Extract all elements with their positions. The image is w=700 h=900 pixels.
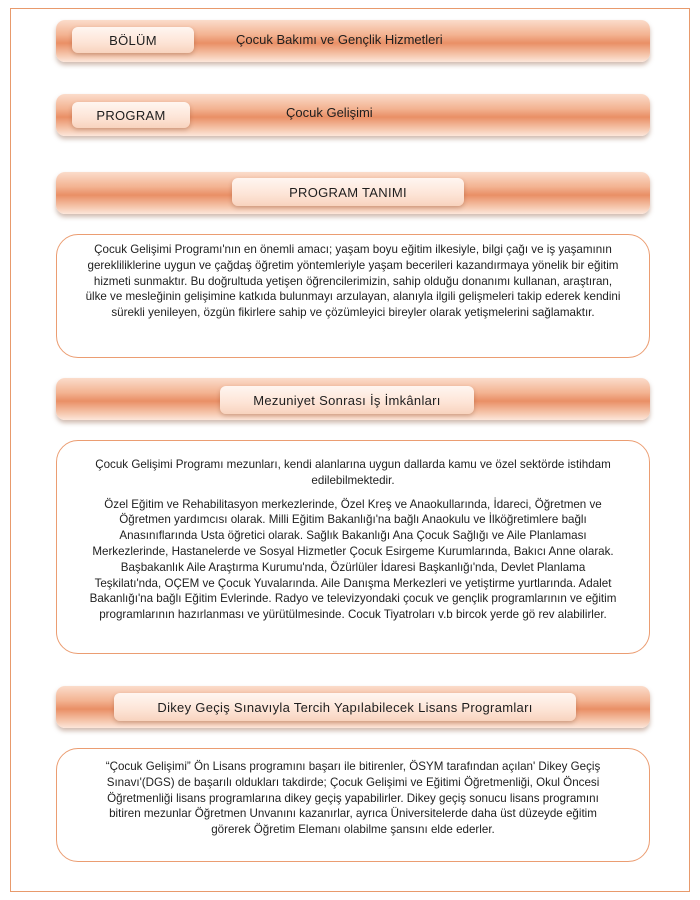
section-banner <box>56 20 650 62</box>
employment-box <box>56 440 650 654</box>
program-label: PROGRAM <box>72 102 190 128</box>
section-value: Çocuk Bakımı ve Gençlik Hizmetleri <box>236 32 443 47</box>
definition-banner <box>56 172 650 214</box>
employment-banner <box>56 378 650 420</box>
dgs-text: “Çocuk Gelişimi” Ön Lisans programını başarı ile bitirenler, ÖSYM tarafından açılan' Dikey Geçiş Sınavı'(DGS) de başarılı oldukları takdirde; Çocuk Gelişimi ve Eğitimi Öğretmenliği, Okul Öncesi Öğretmenliği lisans programlarına dikey geçiş yapabilirler. Dikey geçiş sonucu lisans programını bitiren mezunlar Öğretmen Unvanını kazanırlar, ayrıca Üniversitelerde daha üst düzeyde eğitim görerek Öğretim Elemanı olabilme şansını elde ederler. <box>105 760 601 837</box>
dgs-title: Dikey Geçiş Sınavıyla Tercih Yapılabilecek Lisans Programları <box>114 693 576 721</box>
employment-intro: Çocuk Gelişimi Programı mezunları, kendi alanlarına uygun dallarda kamu ve özel sektörde istihdam edilebilmektedir. <box>95 458 611 487</box>
section-label: BÖLÜM <box>72 27 194 53</box>
definition-title: PROGRAM TANIMI <box>232 178 464 206</box>
program-value: Çocuk Gelişimi <box>286 105 373 120</box>
employment-details: Özel Eğitim ve Rehabilitasyon merkezlerinde, Özel Kreş ve Anaokullarında, İdareci, Öğretmen ve Öğretmen yardımcısı olarak. Milli Eğitim Bakanlığı'na bağlı Anaokulu ve İlköğretimlere bağlı Anasınıflarında Usta öğretici olarak. Sağlık Bakanlığı Ana Çocuk Sağlığı ve Aile Planlaması Merkezlerinde, Hastanelerde ve Sosyal Hizmetler Çocuk Esirgeme Kurumlarında, Bakıcı Anne olarak. Başbakanlık Aile Araştırma Kurumu'nda, Özürlüler İdaresi Başkanlığı'nda, Devlet Planlama Teşkilatı'nda, OÇEM ve Çocuk Yuvalarında. Aile Danışma Merkezleri ve yetiştirme yurtlarında. Adalet Bakanlığı'na bağlı Eğitim Evlerinde. Radyo ve televizyondaki çocuk ve gençlik programlarının ve eğitim programlarının hazırlanması ve yürütülmesinde. Cocuk Tiyatroları v.b bircok yerde gö rev alabilirler. <box>89 497 617 622</box>
program-banner <box>56 94 650 136</box>
employment-title: Mezuniyet Sonrası İş İmkânları <box>220 386 474 414</box>
dgs-box <box>56 748 650 862</box>
definition-text: Çocuk Gelişimi Programı'nın en önemli amacı; yaşam boyu eğitim ilkesiyle, bilgi çağı ve iş yaşamının gerekliliklerine uygun ve çağdaş öğretim yöntemleriyle yaşam becerileri kazandırmaya yönelik bir eğitim hizmeti sunmaktır. Bu doğrultuda yetişen öğrencilerimizin, sahip olduğu donanımı kullanan, araştıran, ülke ve mesleğinin gelişimine katkıda bulunmayı arzulayan, alanıyla ilgili gelişmeleri takip ederek kendini sürekli yenileyen, özgün fikirlere sahip ve çözümleyici bireyler olarak yetişmelerini sağlamaktır. <box>85 243 621 320</box>
definition-box <box>56 234 650 358</box>
dgs-banner <box>56 686 650 728</box>
